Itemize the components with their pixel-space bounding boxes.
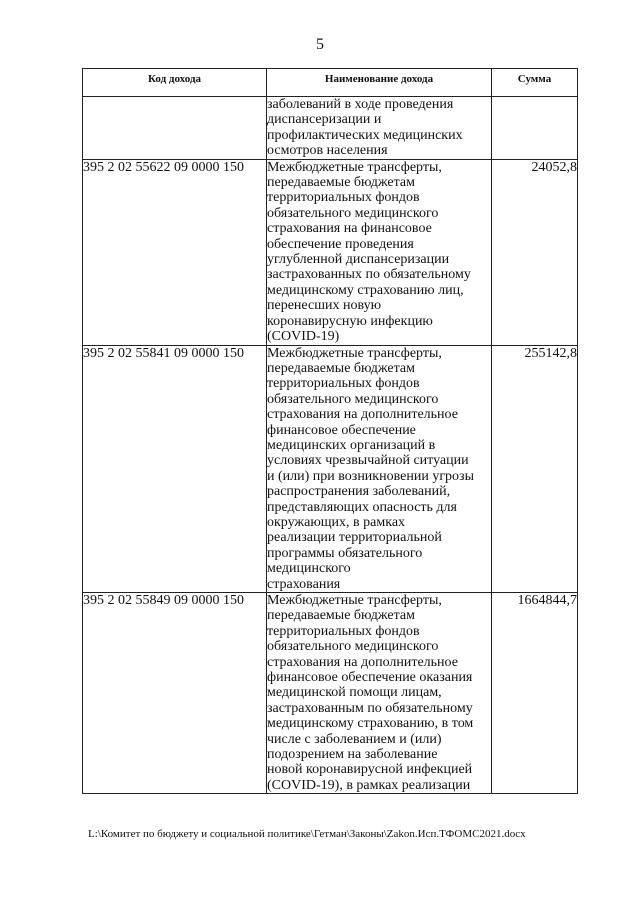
- income-sum-cell: [492, 97, 578, 160]
- name-line: реализации территориальной: [267, 530, 442, 546]
- document-file-path: L:\Комитет по бюджету и социальной политике\Гетман\Законы\Zakon.Исп.ТФОМС2021.docx: [88, 828, 526, 840]
- name-line: (COVID-19): [267, 329, 340, 345]
- name-line: обеспечение проведения: [267, 236, 414, 252]
- name-line: обязательного медицинского: [267, 639, 439, 655]
- name-line: (COVID-19), в рамках реализации: [267, 777, 471, 793]
- name-line: страхования на финансовое: [267, 221, 432, 237]
- name-line: передаваемые бюджетам: [267, 360, 415, 376]
- table-row: [83, 159, 578, 345]
- name-line: обязательного медицинского: [267, 391, 439, 407]
- name-line: углубленной диспансеризации: [267, 252, 450, 268]
- name-line: финансовое обеспечение: [267, 422, 416, 438]
- name-line: медицинскому страхованию лиц,: [267, 282, 464, 298]
- name-line: заболеваний в ходе проведения: [267, 97, 454, 112]
- name-line: территориальных фондов: [267, 190, 420, 206]
- name-line: территориальных фондов: [267, 376, 420, 392]
- income-name-cell: [267, 345, 492, 593]
- table-row: [83, 97, 578, 160]
- income-name-cell: [267, 593, 492, 794]
- name-line: и (или) при возникновении угрозы: [267, 468, 474, 484]
- name-line: диспансеризации и: [267, 112, 382, 128]
- header-income-sum: Сумма: [492, 69, 578, 97]
- name-line: медицинскому страхованию, в том: [267, 716, 474, 732]
- header-income-code: Код дохода: [83, 69, 267, 97]
- name-line: обязательного медицинского: [267, 205, 439, 221]
- header-income-name: Наименование дохода: [267, 69, 492, 97]
- income-name-cell: [267, 97, 492, 160]
- name-line: страхования на дополнительное: [267, 654, 458, 670]
- name-line: подозрением на заболевание: [267, 747, 438, 763]
- name-line: числе с заболеванием и (или): [267, 731, 442, 747]
- name-line: новой коронавирусной инфекцией: [267, 762, 473, 778]
- name-line: программы обязательного: [267, 545, 423, 561]
- name-line: страхования: [267, 576, 341, 592]
- income-code-cell: [83, 97, 267, 160]
- income-sum-cell: 1664844,7: [492, 593, 578, 794]
- name-line: коронавирусную инфекцию: [267, 313, 433, 329]
- name-line: застрахованных по обязательному: [267, 267, 471, 283]
- name-line: передаваемые бюджетам: [267, 175, 415, 191]
- name-line: Межбюджетные трансферты,: [267, 345, 442, 361]
- name-line: страхования на дополнительное: [267, 407, 458, 423]
- name-line: медицинских организаций в: [267, 437, 436, 453]
- income-name-cell: [267, 159, 492, 345]
- name-line: медицинской помощи лицам,: [267, 685, 442, 701]
- income-code-cell: 395 2 02 55841 09 0000 150: [83, 345, 267, 593]
- income-sum-cell: 24052,8: [492, 159, 578, 345]
- name-line: Межбюджетные трансферты,: [267, 593, 442, 608]
- name-line: представляющих опасность для: [267, 499, 457, 515]
- income-code-cell: 395 2 02 55849 09 0000 150: [83, 593, 267, 794]
- name-line: окружающих, в рамках: [267, 514, 406, 530]
- income-code-cell: 395 2 02 55622 09 0000 150: [83, 159, 267, 345]
- name-line: передаваемые бюджетам: [267, 608, 415, 624]
- income-table: [82, 68, 578, 794]
- table-row: [83, 345, 578, 593]
- name-line: профилактических медицинских: [267, 127, 463, 143]
- name-line: медицинского: [267, 561, 351, 577]
- name-line: территориальных фондов: [267, 623, 420, 639]
- table-row: [83, 593, 578, 794]
- name-line: перенесших новую: [267, 298, 382, 314]
- name-line: осмотров населения: [267, 143, 388, 159]
- name-line: условиях чрезвычайной ситуации: [267, 453, 469, 469]
- name-line: застрахованным по обязательному: [267, 700, 473, 716]
- name-line: распространения заболеваний,: [267, 484, 451, 500]
- income-sum-cell: 255142,8: [492, 345, 578, 593]
- name-line: финансовое обеспечение оказания: [267, 670, 473, 686]
- table-header-row: [83, 69, 578, 97]
- name-line: Межбюджетные трансферты,: [267, 159, 442, 175]
- page-number: 5: [316, 36, 324, 53]
